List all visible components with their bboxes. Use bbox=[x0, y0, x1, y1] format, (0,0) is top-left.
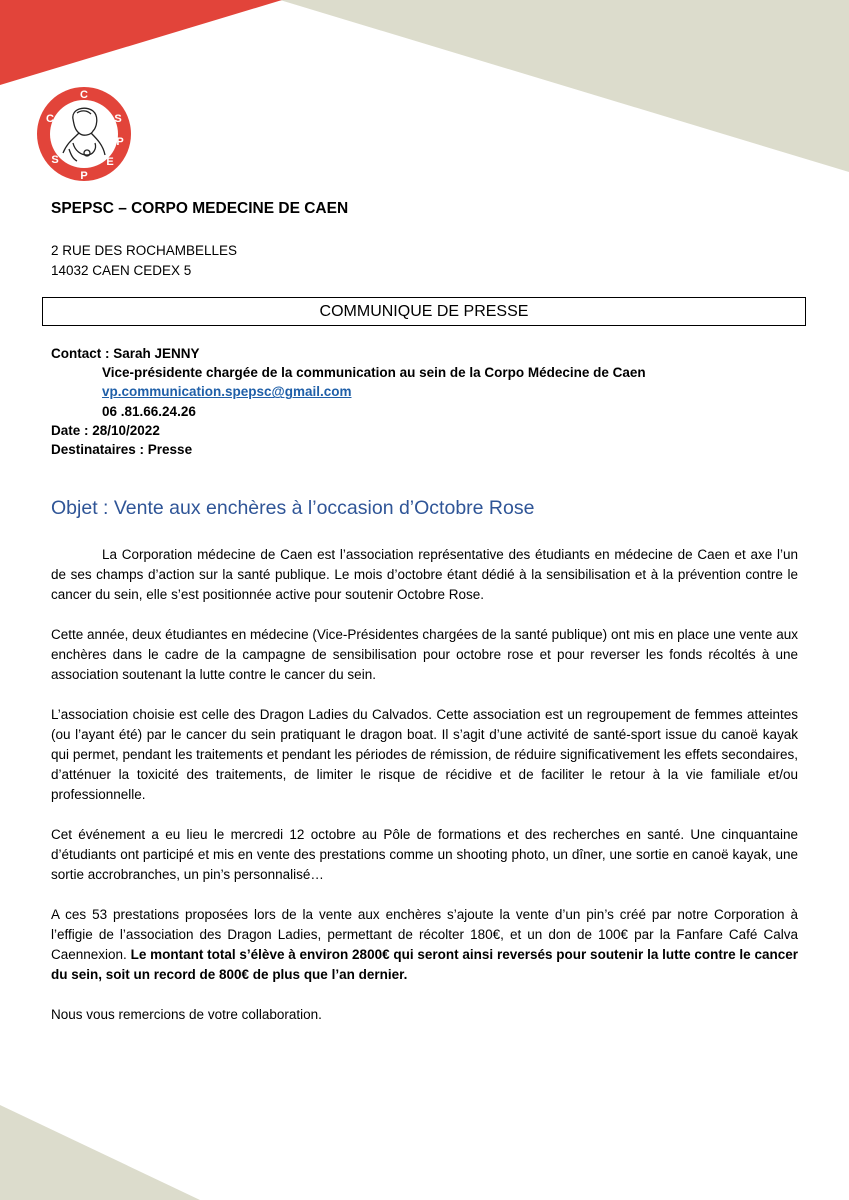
top-beige-band bbox=[280, 0, 849, 172]
closing-line: Nous vous remercions de votre collaboration. bbox=[51, 1007, 322, 1022]
logo-letter-p-bottom: P bbox=[80, 170, 88, 182]
paragraph-5-regular: A ces 53 prestations proposées lors de la vente aux enchères s’ajoute la vente d’un pin’s créé par notre Corporation à l’effigie de l’association des Dragon Ladies, permettant de récolter 180€, et un don de 100€ par la Fanfare Café Calva Caennexion. bbox=[51, 907, 798, 962]
organization-name: SPEPSC – CORPO MEDECINE DE CAEN bbox=[51, 200, 349, 217]
logo-letter-s-right: S bbox=[114, 113, 122, 125]
paragraph-2: Cette année, deux étudiantes en médecine (Vice-Présidentes chargées de la santé publique) ont mis en place une vente aux enchères dans le cadre de la campagne de sensibilisation pour octobre rose et pour reverser les fonds récoltés à une association soutenant la lutte contre le cancer du sein. bbox=[51, 627, 798, 682]
bottom-beige-band bbox=[0, 1105, 200, 1200]
logo-letter-s-left: S bbox=[51, 154, 59, 166]
contact-role: Vice-présidente chargée de la communication au sein de la Corpo Médecine de Caen bbox=[102, 365, 646, 381]
svg-text:C: C bbox=[46, 113, 54, 125]
address-line-1: 2 RUE DES ROCHAMBELLES bbox=[51, 243, 238, 258]
paragraph-5 bbox=[51, 905, 798, 985]
logo-letter-c: C bbox=[80, 89, 88, 101]
contact-email-row bbox=[51, 382, 646, 401]
contact-block bbox=[51, 344, 646, 459]
logo-letter-p-right: P bbox=[116, 136, 124, 148]
contact-phone: 06 .81.66.24.26 bbox=[102, 403, 196, 419]
paragraph-1: La Corporation médecine de Caen est l’association représentative des étudiants en médecine de Caen et axe l’un de ses champs d’action sur la santé publique. Le mois d’octobre étant dédié à la sensibilisation et à la prévention contre le cancer du sein, elle s’est positionnée active pour soutenir Octobre Rose. bbox=[51, 547, 798, 602]
logo-letter-e: E bbox=[106, 156, 114, 168]
press-release-banner: COMMUNIQUE DE PRESSE bbox=[42, 297, 806, 326]
spepsc-logo bbox=[33, 83, 135, 185]
subject-heading: Objet : Vente aux enchères à l’occasion d’Octobre Rose bbox=[51, 497, 535, 519]
paragraph-3: L’association choisie est celle des Dragon Ladies du Calvados. Cette association est un regroupement de femmes atteintes (ou l’ayant été) par le cancer du sein pratiquant le dragon boat. Il s’agit d’une activité de santé-sport issue du canoë kayak qui permet, pendant les traitements et pendant les périodes de rémission, de réduire significativement les effets secondaires, d’atténuer la toxicité des traitements, de limiter le risque de récidive et de faciliter le retour à la vie familiale et/ou professionnelle. bbox=[51, 707, 798, 802]
paragraph-4: Cet événement a eu lieu le mercredi 12 octobre au Pôle de formations et des recherches en santé. Une cinquantaine d’étudiants ont participé et mis en vente des prestations comme un shooting photo, un dîner, une sortie en canoë kayak, une sortie accrobranches, un pin’s personnalisé… bbox=[51, 827, 798, 882]
address-line-2: 14032 CAEN CEDEX 5 bbox=[51, 263, 192, 278]
recipients: Destinataires : Presse bbox=[51, 442, 193, 458]
press-release-body bbox=[51, 545, 798, 1045]
paragraph-5-bold: Le montant total s’élève à environ 2800€ qui seront ainsi reversés pour soutenir la lutte contre le cancer du sein, soit un record de 800€ de plus que l’an dernier. bbox=[51, 947, 798, 982]
release-date: Date : 28/10/2022 bbox=[51, 422, 160, 438]
contact-email-link[interactable]: vp.communication.spepsc@gmail.com bbox=[102, 384, 352, 400]
address-block bbox=[51, 241, 237, 281]
contact-name: Contact : Sarah JENNY bbox=[51, 346, 200, 361]
top-red-band bbox=[0, 0, 282, 85]
